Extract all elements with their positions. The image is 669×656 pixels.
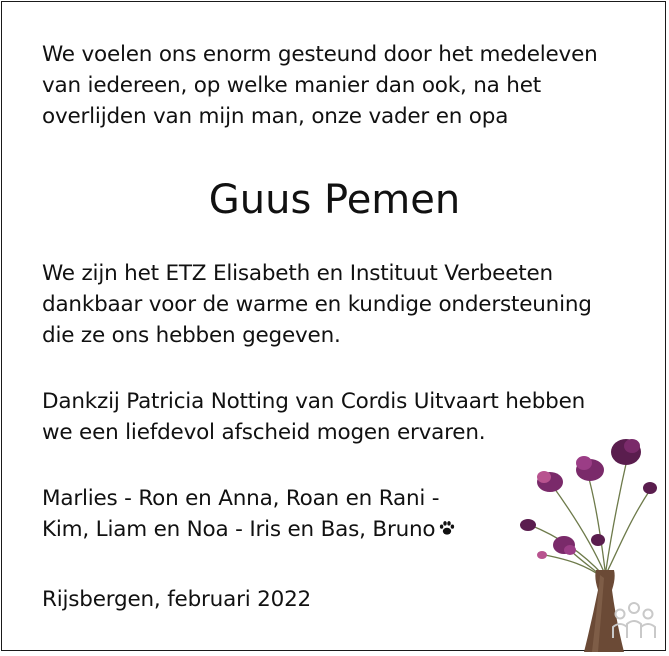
- family-group-icon: [608, 600, 660, 644]
- paw-print-icon: [438, 515, 456, 546]
- thanks-line: die ze ons hebben gegeven.: [42, 323, 341, 348]
- place-date: Rijsbergen, februari 2022: [42, 587, 312, 612]
- intro-line: overlijden van mijn man, onze vader en opa: [42, 104, 509, 129]
- thanks-line: We zijn het ETZ Elisabeth en Instituut Verbeeten: [42, 261, 553, 286]
- family-line: Kim, Liam en Noa - Iris en Bas, Bruno: [42, 517, 436, 542]
- funeral-line: Dankzij Patricia Notting van Cordis Uitvaart hebben: [42, 389, 586, 414]
- family-line-with-paw: [42, 514, 456, 546]
- funeral-line: we een liefdevol afscheid mogen ervaren.: [42, 420, 486, 445]
- intro-line: We voelen ons enorm gesteund door het medeleven: [42, 42, 598, 67]
- family-line: Marlies - Ron en Anna, Roan en Rani -: [42, 486, 440, 511]
- intro-paragraph: [42, 39, 598, 132]
- deceased-name: Guus Pemen: [208, 177, 461, 223]
- thanks-paragraph: [42, 258, 592, 351]
- intro-line: van iedereen, op welke manier dan ook, na het: [42, 73, 541, 98]
- family-signature: [42, 483, 456, 546]
- thanks-line: dankbaar voor de warme en kundige ondersteuning: [42, 292, 592, 317]
